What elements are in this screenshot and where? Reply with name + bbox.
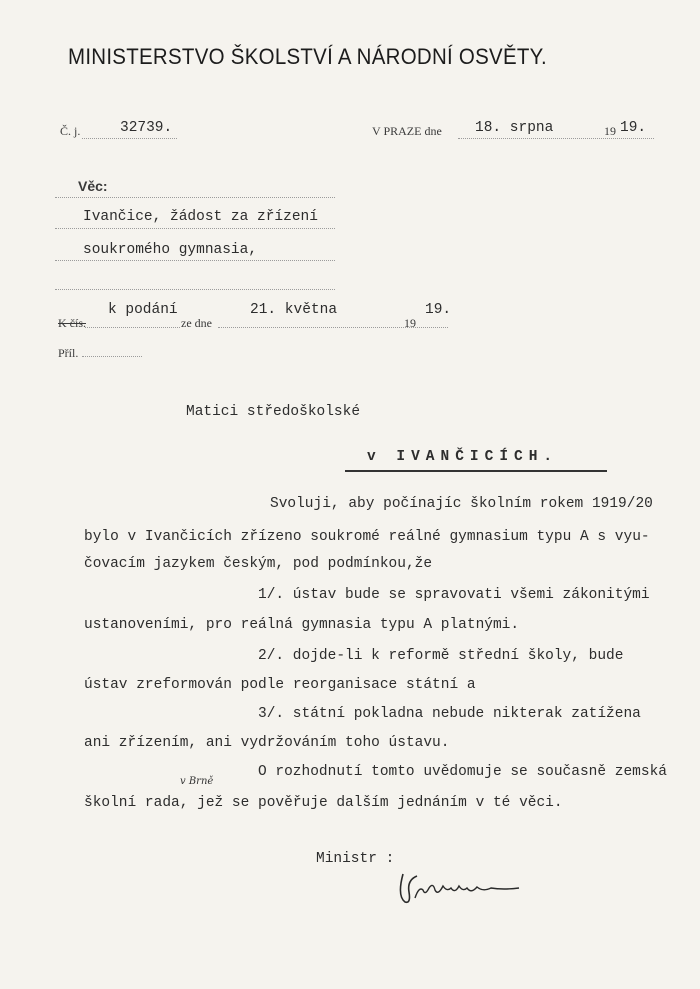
- subject-dotted-line-0: [55, 197, 335, 198]
- subject-label: Věc:: [78, 178, 108, 194]
- k-podani-text: k podání: [108, 302, 178, 318]
- addressee-line-1: Matici středoškolské: [186, 404, 361, 420]
- year-suffix: 19.: [620, 120, 647, 136]
- reference-year-suffix: 19.: [425, 302, 452, 318]
- cj-label: Č. j.: [60, 124, 81, 138]
- body-line-1: Svoluji, aby počínajíc školním rokem 1919/20: [270, 496, 653, 512]
- subject-line-1: Ivančice, žádost za zřízení: [83, 209, 318, 225]
- subject-dotted-line-2: [55, 260, 335, 261]
- body-line-11: školní rada, jež se pověřuje dalším jednáním v té věci.: [84, 795, 563, 811]
- addressee-underline: [345, 470, 607, 472]
- body-line-5: ustanoveními, pro reálná gymnasia typu A platnými.: [84, 617, 520, 633]
- kcis-label-struck: K čís.: [58, 316, 86, 330]
- body-line-10: O rozhodnutí tomto uvědomuje se současně zemská: [258, 764, 667, 780]
- reference-date: 21. května: [250, 302, 338, 318]
- ministry-header: MINISTERSTVO ŠKOLSTVÍ A NÁRODNÍ OSVĚTY.: [68, 44, 547, 69]
- addressee-line-2: v IVANČICÍCH.: [367, 449, 559, 465]
- body-line-9: ani zřízením, ani vydržováním toho ústavu.: [84, 735, 450, 751]
- letter-date: 18. srpna: [475, 120, 554, 136]
- body-line-4: 1/. ústav bude se spravovati všemi zákonitými: [258, 587, 650, 603]
- kcis-dotted-line: [85, 327, 180, 328]
- body-line-7: ústav zreformován podle reorganisace státní a: [84, 677, 476, 693]
- subject-line-2: soukromého gymnasia,: [83, 242, 258, 258]
- year-prefix: 19: [604, 124, 616, 138]
- reference-year-prefix: 19: [404, 316, 416, 330]
- minister-label: Ministr :: [316, 851, 395, 867]
- handwritten-insertion: v Brně: [180, 776, 214, 787]
- body-line-2: bylo v Ivančicích zřízeno soukromé reálné gymnasium typu A s vyu-: [84, 529, 650, 545]
- date-dotted-line: [458, 138, 654, 139]
- place-label: V PRAZE dne: [372, 124, 442, 138]
- signature-image: [395, 868, 535, 910]
- subject-dotted-line-3: [55, 289, 335, 290]
- subject-dotted-line-1: [55, 228, 335, 229]
- body-line-3: čovacím jazykem českým, pod podmínkou,že: [84, 556, 433, 572]
- prilohy-label: Příl.: [58, 346, 79, 360]
- ze-dne-label: ze dne: [181, 316, 212, 330]
- body-line-6: 2/. dojde-li k reformě střední školy, bude: [258, 648, 624, 664]
- prilohy-dotted-line: [82, 356, 142, 357]
- cj-number: 32739.: [120, 120, 173, 136]
- body-line-8: 3/. státní pokladna nebude nikterak zatížena: [258, 706, 641, 722]
- cj-dotted-line: [82, 138, 177, 139]
